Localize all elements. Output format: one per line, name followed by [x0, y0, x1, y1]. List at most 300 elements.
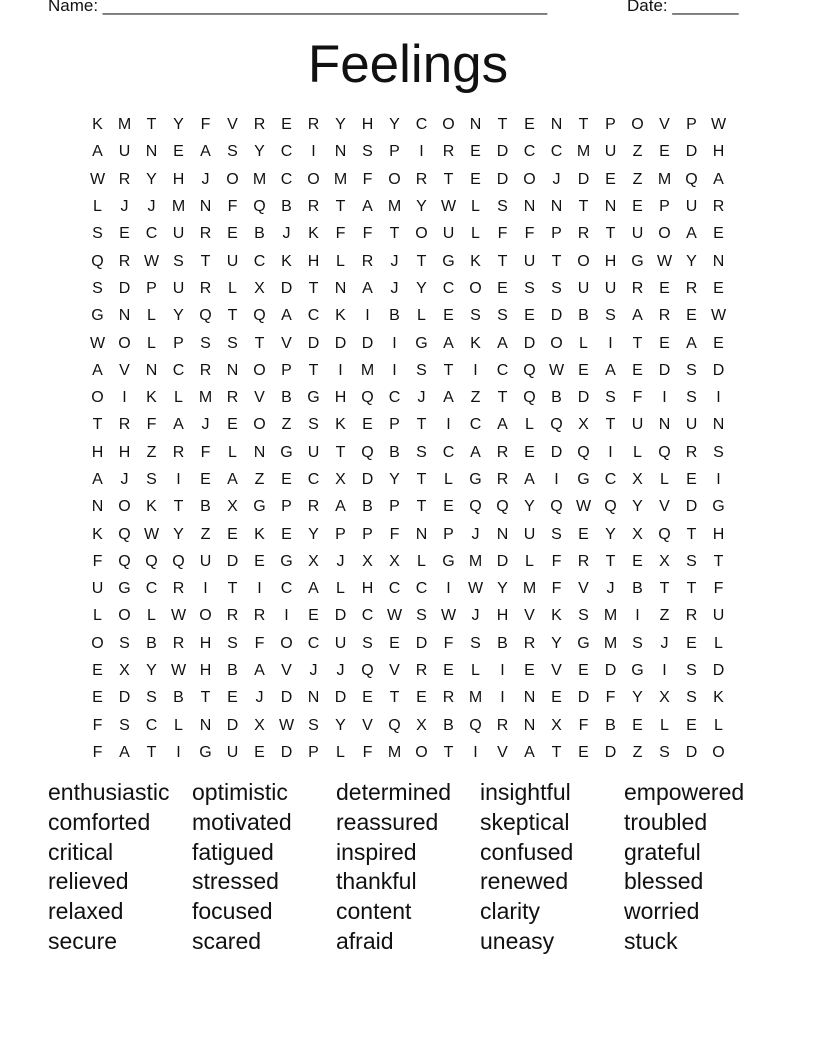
word-bank-item: inspired — [336, 838, 417, 865]
grid-letter: W — [170, 607, 187, 625]
grid-letter: R — [496, 716, 509, 734]
grid-letter: D — [550, 307, 563, 325]
grid-letter: E — [632, 361, 643, 379]
grid-letter: M — [657, 170, 672, 188]
word-bank-item: fatigued — [192, 838, 274, 865]
grid-letter: O — [253, 416, 266, 434]
grid-letter: T — [578, 198, 589, 216]
grid-letter: F — [551, 580, 562, 598]
grid-letter: T — [686, 580, 697, 598]
grid-letter: G — [631, 252, 644, 270]
grid-letter: S — [470, 307, 481, 325]
word-bank-item: renewed — [480, 868, 569, 895]
grid-letter: O — [199, 607, 212, 625]
grid-letter: I — [365, 307, 370, 325]
grid-letter: U — [226, 252, 239, 270]
grid-row — [84, 548, 732, 575]
grid-letter: O — [415, 743, 428, 761]
word-bank-column — [624, 778, 768, 957]
grid-letter: E — [524, 307, 535, 325]
grid-letter: R — [361, 252, 374, 270]
grid-letter: T — [605, 552, 616, 570]
grid-letter: I — [716, 389, 721, 407]
grid-letter: S — [200, 334, 211, 352]
grid-letter: D — [577, 170, 590, 188]
grid-row — [84, 520, 732, 547]
grid-letter: R — [226, 389, 239, 407]
grid-letter: X — [335, 471, 346, 488]
grid-letter: E — [470, 143, 481, 161]
grid-letter: W — [143, 252, 160, 270]
grid-letter: C — [280, 580, 293, 598]
grid-letter: H — [712, 143, 725, 161]
grid-letter: S — [524, 279, 535, 297]
grid-letter: U — [685, 198, 698, 216]
grid-letter: A — [443, 389, 454, 407]
grid-letter: S — [227, 634, 238, 652]
page-title: Feelings — [307, 35, 509, 94]
grid-letter: C — [442, 279, 455, 297]
grid-letter: I — [635, 607, 640, 625]
grid-letter: T — [389, 225, 400, 243]
grid-letter: A — [605, 361, 616, 379]
grid-letter: E — [632, 552, 643, 570]
grid-letter: M — [117, 116, 132, 134]
grid-letter: W — [548, 361, 565, 379]
grid-letter: L — [228, 279, 237, 297]
grid-letter: I — [338, 361, 343, 379]
grid-letter: R — [226, 607, 239, 625]
grid-letter: J — [552, 170, 561, 188]
grid-letter: E — [686, 471, 697, 488]
grid-letter: G — [577, 634, 590, 652]
grid-letter: R — [712, 198, 725, 216]
grid-letter: J — [660, 634, 669, 652]
grid-letter: X — [254, 716, 265, 734]
grid-letter: N — [145, 143, 158, 161]
grid-letter: F — [92, 552, 103, 570]
grid-letter: D — [550, 443, 563, 461]
grid-letter: R — [199, 279, 212, 297]
grid-row — [84, 220, 732, 247]
grid-letter: S — [146, 689, 157, 707]
grid-letter: K — [470, 252, 481, 270]
grid-letter: X — [362, 552, 373, 570]
grid-letter: E — [227, 525, 238, 543]
grid-letter: I — [500, 689, 505, 707]
grid-letter: E — [659, 334, 670, 352]
grid-letter: P — [551, 225, 562, 243]
grid-letter: Q — [91, 252, 104, 270]
grid-letter: U — [604, 143, 617, 161]
grid-letter: H — [361, 580, 374, 598]
grid-letter: I — [176, 743, 181, 761]
grid-row — [84, 712, 732, 739]
grid-letter: L — [93, 198, 102, 216]
grid-letter: T — [443, 743, 454, 761]
grid-letter: D — [577, 689, 590, 707]
grid-letter: Q — [523, 361, 536, 379]
grid-letter: F — [362, 743, 373, 761]
grid-letter: Q — [145, 552, 158, 570]
grid-letter: P — [389, 416, 400, 434]
grid-letter: X — [659, 552, 670, 570]
grid-letter: H — [199, 662, 212, 680]
grid-letter: E — [578, 743, 589, 761]
grid-letter: E — [362, 689, 373, 707]
grid-letter: S — [659, 743, 670, 761]
grid-letter: J — [201, 170, 210, 188]
grid-letter: B — [254, 225, 265, 243]
grid-letter: C — [253, 252, 266, 270]
grid-letter: A — [173, 416, 184, 434]
grid-letter: L — [336, 743, 345, 761]
word-bank-column — [336, 778, 480, 957]
grid-letter: N — [145, 361, 158, 379]
grid-letter: O — [118, 334, 131, 352]
grid-letter: N — [523, 716, 536, 734]
grid-letter: Q — [361, 662, 374, 680]
grid-letter: X — [632, 525, 643, 543]
grid-letter: A — [335, 498, 346, 516]
grid-letter: U — [604, 279, 617, 297]
grid-letter: A — [92, 471, 103, 488]
grid-letter: B — [200, 498, 211, 516]
grid-letter: T — [416, 471, 427, 488]
grid-letter: A — [524, 743, 535, 761]
grid-letter: A — [92, 143, 103, 161]
grid-letter: S — [119, 634, 130, 652]
grid-letter: E — [659, 279, 670, 297]
grid-letter: A — [686, 225, 697, 243]
grid-letter: T — [254, 334, 265, 352]
grid-letter: E — [659, 143, 670, 161]
grid-letter: V — [254, 389, 265, 407]
grid-letter: T — [497, 252, 508, 270]
grid-letter: A — [497, 416, 508, 434]
grid-letter: F — [524, 225, 535, 243]
grid-letter: S — [551, 279, 562, 297]
grid-letter: D — [415, 634, 428, 652]
grid-letter: V — [281, 662, 292, 680]
grid-letter: T — [497, 116, 508, 134]
grid-letter: H — [496, 607, 509, 625]
grid-letter: Q — [118, 552, 131, 570]
grid-letter: L — [228, 443, 237, 461]
grid-letter: L — [525, 416, 534, 434]
grid-letter: N — [712, 416, 725, 434]
grid-letter: Y — [686, 252, 697, 270]
grid-letter: F — [551, 552, 562, 570]
grid-letter: G — [577, 471, 590, 488]
grid-letter: N — [550, 116, 563, 134]
grid-letter: H — [307, 252, 320, 270]
grid-letter: C — [550, 143, 563, 161]
word-bank-item: afraid — [336, 927, 394, 954]
grid-letter: X — [659, 689, 670, 707]
grid-letter: U — [118, 143, 131, 161]
grid-letter: M — [468, 552, 483, 570]
grid-letter: T — [605, 416, 616, 434]
grid-letter: L — [147, 334, 156, 352]
grid-letter: D — [712, 662, 725, 680]
grid-letter: I — [473, 743, 478, 761]
grid-letter: J — [390, 252, 399, 270]
grid-letter: P — [335, 525, 346, 543]
grid-letter: R — [523, 634, 536, 652]
grid-letter: A — [362, 198, 373, 216]
name-field-label: Name: _______________________________________________ — [48, 0, 548, 15]
grid-letter: K — [470, 334, 481, 352]
grid-letter: T — [200, 689, 211, 707]
word-bank-item: worried — [624, 898, 700, 925]
grid-row — [84, 493, 732, 520]
grid-letter: Q — [118, 525, 131, 543]
grid-letter: N — [523, 689, 536, 707]
grid-letter: L — [147, 307, 156, 325]
grid-letter: L — [417, 552, 426, 570]
grid-letter: Q — [604, 498, 617, 516]
grid-letter: K — [281, 252, 292, 270]
grid-letter: U — [226, 743, 239, 761]
grid-letter: H — [118, 443, 131, 461]
grid-letter: E — [173, 143, 184, 161]
grid-letter: S — [497, 198, 508, 216]
grid-letter: E — [632, 198, 643, 216]
grid-letter: E — [443, 498, 454, 516]
grid-letter: A — [227, 471, 238, 488]
grid-letter: W — [89, 334, 106, 352]
grid-letter: E — [92, 662, 103, 680]
grid-letter: E — [254, 743, 265, 761]
grid-letter: D — [496, 170, 509, 188]
grid-letter: U — [577, 279, 590, 297]
grid-letter: I — [176, 471, 181, 488]
grid-letter: U — [172, 279, 185, 297]
grid-row — [84, 411, 732, 438]
grid-letter: E — [470, 170, 481, 188]
grid-letter: I — [554, 471, 559, 488]
grid-letter: D — [496, 552, 509, 570]
grid-letter: B — [227, 662, 238, 680]
grid-letter: V — [497, 743, 508, 761]
grid-letter: N — [550, 198, 563, 216]
word-bank-item: secure — [48, 927, 118, 954]
grid-letter: B — [551, 389, 562, 407]
grid-letter: T — [173, 498, 184, 516]
grid-letter: S — [92, 279, 103, 297]
grid-letter: G — [118, 580, 131, 598]
grid-letter: P — [146, 279, 157, 297]
grid-letter: Y — [173, 307, 184, 325]
grid-letter: K — [146, 389, 157, 407]
grid-letter: L — [336, 252, 345, 270]
grid-row — [84, 466, 732, 493]
grid-letter: S — [686, 689, 697, 707]
grid-letter: Y — [551, 634, 562, 652]
grid-letter: O — [712, 743, 725, 761]
grid-letter: P — [281, 361, 292, 379]
grid-letter: Q — [172, 552, 185, 570]
grid-letter: G — [253, 498, 266, 516]
grid-letter: J — [282, 225, 291, 243]
word-bank-item: motivated — [192, 808, 292, 835]
grid-letter: G — [307, 389, 320, 407]
grid-letter: S — [686, 662, 697, 680]
grid-letter: W — [386, 607, 403, 625]
grid-letter: J — [255, 689, 264, 707]
grid-letter: E — [632, 716, 643, 734]
grid-letter: Y — [632, 498, 643, 516]
grid-letter: P — [389, 143, 400, 161]
grid-letter: A — [686, 334, 697, 352]
grid-letter: D — [226, 552, 239, 570]
grid-letter: M — [522, 580, 537, 598]
grid-letter: T — [335, 198, 346, 216]
grid-letter: L — [147, 607, 156, 625]
grid-letter: W — [575, 498, 592, 516]
grid-letter: D — [118, 279, 131, 297]
grid-letter: I — [500, 662, 505, 680]
grid-letter: R — [172, 443, 185, 461]
grid-letter: F — [443, 634, 454, 652]
grid-letter: N — [712, 252, 725, 270]
grid-letter: L — [660, 471, 669, 488]
grid-letter: C — [415, 116, 428, 134]
grid-letter: E — [686, 716, 697, 734]
grid-letter: R — [496, 471, 509, 488]
grid-letter: I — [392, 361, 397, 379]
grid-letter: B — [146, 634, 157, 652]
grid-letter: E — [92, 689, 103, 707]
grid-letter: O — [253, 361, 266, 379]
grid-letter: L — [471, 225, 480, 243]
grid-letter: Y — [146, 662, 157, 680]
grid-letter: Q — [253, 198, 266, 216]
grid-letter: R — [442, 143, 455, 161]
grid-letter: P — [281, 498, 292, 516]
grid-letter: C — [388, 389, 401, 407]
grid-letter: I — [446, 416, 451, 434]
grid-letter: V — [659, 116, 670, 134]
grid-letter: R — [199, 361, 212, 379]
grid-letter: V — [524, 607, 535, 625]
grid-letter: L — [336, 580, 345, 598]
grid-letter: S — [551, 525, 562, 543]
grid-letter: T — [686, 525, 697, 543]
grid-letter: O — [550, 334, 563, 352]
word-bank-item: stressed — [192, 868, 279, 895]
grid-letter: X — [389, 552, 400, 570]
grid-letter: F — [497, 225, 508, 243]
grid-letter: R — [415, 170, 428, 188]
grid-letter: U — [91, 580, 104, 598]
grid-letter: Y — [497, 580, 508, 598]
grid-letter: S — [227, 334, 238, 352]
grid-letter: H — [172, 170, 185, 188]
grid-letter: V — [659, 498, 670, 516]
grid-letter: H — [361, 116, 374, 134]
grid-letter: N — [118, 307, 131, 325]
grid-letter: Y — [254, 143, 265, 161]
grid-letter: C — [604, 471, 617, 488]
grid-letter: L — [579, 334, 588, 352]
grid-letter: Q — [577, 443, 590, 461]
grid-letter: Q — [361, 443, 374, 461]
grid-row — [84, 439, 732, 466]
grid-letter: E — [497, 279, 508, 297]
grid-letter: I — [203, 580, 208, 598]
grid-letter: X — [119, 662, 130, 680]
grid-letter: B — [281, 198, 292, 216]
grid-letter: Q — [658, 443, 671, 461]
grid-letter: F — [200, 116, 211, 134]
word-bank-item: determined — [336, 779, 452, 805]
grid-letter: Y — [524, 498, 535, 516]
grid-letter: Y — [173, 525, 184, 543]
grid-letter: K — [713, 689, 724, 707]
grid-letter: V — [227, 116, 238, 134]
grid-letter: Z — [254, 471, 265, 488]
grid-letter: E — [524, 443, 535, 461]
grid-letter: I — [473, 361, 478, 379]
grid-letter: S — [632, 634, 643, 652]
grid-letter: D — [334, 334, 347, 352]
grid-row — [84, 602, 732, 629]
grid-letter: E — [362, 416, 373, 434]
grid-letter: U — [172, 225, 185, 243]
grid-letter: E — [227, 689, 238, 707]
grid-letter: Z — [146, 443, 157, 461]
grid-letter: T — [713, 552, 724, 570]
grid-letter: E — [578, 525, 589, 543]
grid-letter: U — [631, 225, 644, 243]
grid-letter: R — [658, 307, 671, 325]
grid-letter: E — [443, 662, 454, 680]
grid-letter: A — [119, 743, 130, 761]
grid-letter: C — [307, 471, 320, 488]
grid-row — [84, 630, 732, 657]
grid-letter: T — [632, 334, 643, 352]
grid-letter: O — [226, 170, 239, 188]
grid-letter: B — [443, 716, 454, 734]
grid-letter: L — [714, 716, 723, 734]
grid-letter: X — [632, 471, 643, 488]
grid-letter: D — [280, 689, 293, 707]
grid-letter: J — [309, 662, 318, 680]
grid-letter: E — [578, 662, 589, 680]
grid-letter: C — [496, 361, 509, 379]
grid-letter: Y — [416, 279, 427, 297]
grid-letter: E — [605, 170, 616, 188]
grid-letter: R — [307, 498, 320, 516]
grid-row — [84, 357, 732, 384]
grid-letter: T — [416, 498, 427, 516]
grid-letter: D — [280, 743, 293, 761]
grid-letter: M — [576, 143, 591, 161]
grid-letter: F — [605, 689, 616, 707]
grid-letter: C — [307, 634, 320, 652]
grid-letter: I — [662, 389, 667, 407]
grid-letter: C — [145, 580, 158, 598]
grid-letter: O — [280, 634, 293, 652]
grid-letter: A — [524, 471, 535, 488]
grid-letter: H — [604, 252, 617, 270]
grid-letter: O — [523, 170, 536, 188]
grid-letter: L — [471, 198, 480, 216]
grid-letter: E — [524, 116, 535, 134]
grid-letter: S — [713, 443, 724, 461]
